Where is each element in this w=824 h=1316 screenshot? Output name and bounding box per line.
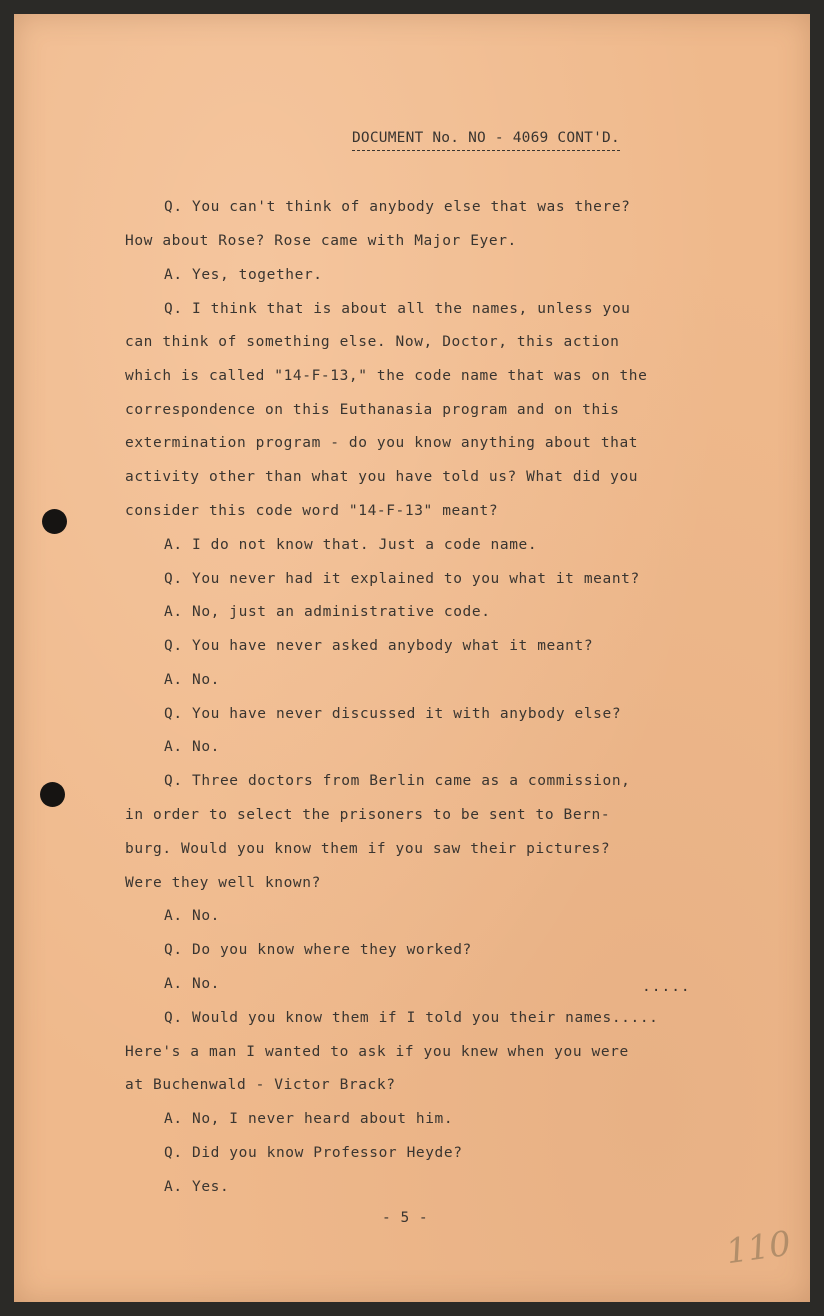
document-header: DOCUMENT No. NO - 4069 CONT'D. [352, 130, 620, 151]
text-line: A. No. [164, 976, 220, 992]
text-line: in order to select the prisoners to be sent to Bern- [125, 807, 611, 823]
document-page [14, 14, 810, 1302]
dot-leader: ..... [642, 979, 691, 995]
text-line: Q. Would you know them if I told you their names..... [164, 1010, 659, 1026]
text-line: correspondence on this Euthanasia program and on this [125, 402, 620, 418]
text-line: at Buchenwald - Victor Brack? [125, 1077, 396, 1093]
text-line: Q. Did you know Professor Heyde? [164, 1145, 463, 1161]
text-line: Were they well known? [125, 875, 321, 891]
text-line: Q. Do you know where they worked? [164, 942, 472, 958]
page-number: - 5 - [382, 1210, 429, 1226]
text-line: Q. I think that is about all the names, unless you [164, 301, 631, 317]
text-line: A. No. [164, 672, 220, 688]
text-line: can think of something else. Now, Doctor, this action [125, 334, 620, 350]
text-line: which is called "14-F-13," the code name that was on the [125, 368, 648, 384]
text-line: A. No, just an administrative code. [164, 604, 491, 620]
text-line: activity other than what you have told us? What did you [125, 469, 639, 485]
text-line: Here's a man I wanted to ask if you knew when you were [125, 1044, 629, 1060]
text-line: Q. You never had it explained to you what it meant? [164, 571, 640, 587]
text-line: A. Yes, together. [164, 267, 323, 283]
text-line: Q. You have never discussed it with anybody else? [164, 706, 622, 722]
text-line: Q. Three doctors from Berlin came as a commission, [164, 773, 631, 789]
punch-hole-lower [40, 782, 65, 807]
text-line: burg. Would you know them if you saw their pictures? [125, 841, 611, 857]
handwritten-page-number: 110 [723, 1223, 794, 1273]
text-line: Q. You have never asked anybody what it meant? [164, 638, 594, 654]
text-line: A. No, I never heard about him. [164, 1111, 454, 1127]
text-line: A. I do not know that. Just a code name. [164, 537, 538, 553]
text-line: Q. You can't think of anybody else that was there? [164, 199, 631, 215]
text-line: A. Yes. [164, 1179, 230, 1195]
text-line: A. No. [164, 739, 220, 755]
text-line: A. No. [164, 908, 220, 924]
punch-hole-upper [42, 509, 67, 534]
text-line: extermination program - do you know anything about that [125, 435, 639, 451]
text-line: How about Rose? Rose came with Major Eyer. [125, 233, 517, 249]
text-line: consider this code word "14-F-13" meant? [125, 503, 499, 519]
